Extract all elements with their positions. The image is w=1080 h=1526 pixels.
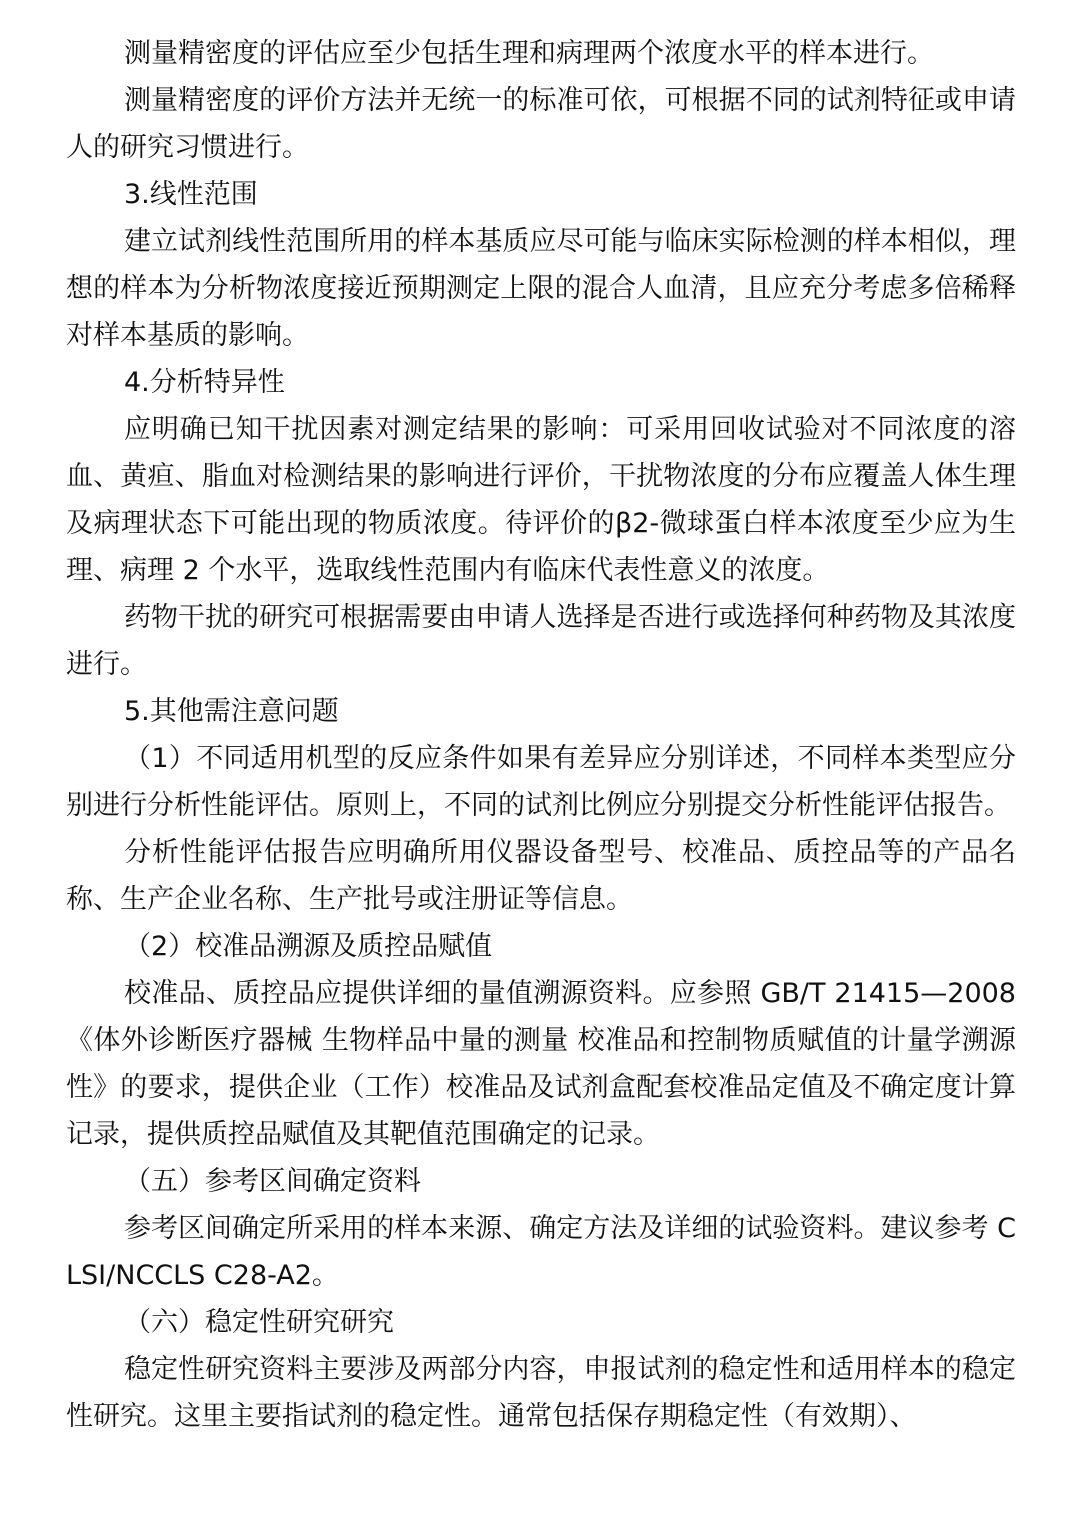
paragraph-calibrator-traceability: 校准品、质控品应提供详细的量值溯源资料。应参照 GB/T 21415—2008《体外诊断医疗器械 生物样品中量的测量 校准品和控制物质赋值的计量学溯源性》的要求，提供企业（工作）校准品及试剂盒配套校准品定值及不确定度计算记录，提供质控品赋值及其靶值范围确定的记录。 — [66, 978, 1016, 1150]
heading-analytical-specificity: 4.分析特异性 — [124, 367, 285, 398]
heading-other-issues: 5.其他需注意问题 — [124, 696, 339, 727]
heading-linear-range: 3.线性范围 — [124, 179, 258, 210]
paragraph-precision-method: 测量精密度的评价方法并无统一的标准可依，可根据不同的试剂特征或申请人的研究习惯进行。 — [66, 85, 1016, 163]
paragraph-instrument-conditions: （1）不同适用机型的反应条件如果有差异应分别详述，不同样本类型应分别进行分析性能评估。原则上，不同的试剂比例应分别提交分析性能评估报告。 — [66, 743, 1016, 821]
paragraph-interference-factors: 应明确已知干扰因素对测定结果的影响：可采用回收试验对不同浓度的溶血、黄疸、脂血对检测结果的影响进行评价，干扰物浓度的分布应覆盖人体生理及病理状态下可能出现的物质浓度。待评价的β2-微球蛋白样本浓度至少应为生理、病理 2 个水平，选取线性范围内有临床代表性意义的浓度。 — [66, 414, 1016, 586]
heading-reference-interval: （五）参考区间确定资料 — [124, 1166, 421, 1197]
heading-calibrator-traceability: （2）校准品溯源及质控品赋值 — [124, 931, 493, 962]
paragraph-stability-study: 稳定性研究资料主要涉及两部分内容，申报试剂的稳定性和适用样本的稳定性研究。这里主要指试剂的稳定性。通常包括保存期稳定性（有效期）、 — [66, 1354, 1016, 1432]
paragraph-report-information: 分析性能评估报告应明确所用仪器设备型号、校准品、质控品等的产品名称、生产企业名称、生产批号或注册证等信息。 — [66, 837, 1016, 915]
heading-stability-study: （六）稳定性研究研究 — [124, 1307, 394, 1338]
document-page — [66, 30, 1016, 1440]
paragraph-drug-interference: 药物干扰的研究可根据需要由申请人选择是否进行或选择何种药物及其浓度进行。 — [66, 602, 1016, 680]
paragraph-linear-range: 建立试剂线性范围所用的样本基质应尽可能与临床实际检测的样本相似，理想的样本为分析物浓度接近预期测定上限的混合人血清，且应充分考虑多倍稀释对样本基质的影响。 — [66, 226, 1016, 351]
paragraph-precision-levels: 测量精密度的评估应至少包括生理和病理两个浓度水平的样本进行。 — [124, 38, 934, 69]
paragraph-reference-interval: 参考区间确定所采用的样本来源、确定方法及详细的试验资料。建议参考 CLSI/NCCLS C28-A2。 — [66, 1213, 1016, 1291]
